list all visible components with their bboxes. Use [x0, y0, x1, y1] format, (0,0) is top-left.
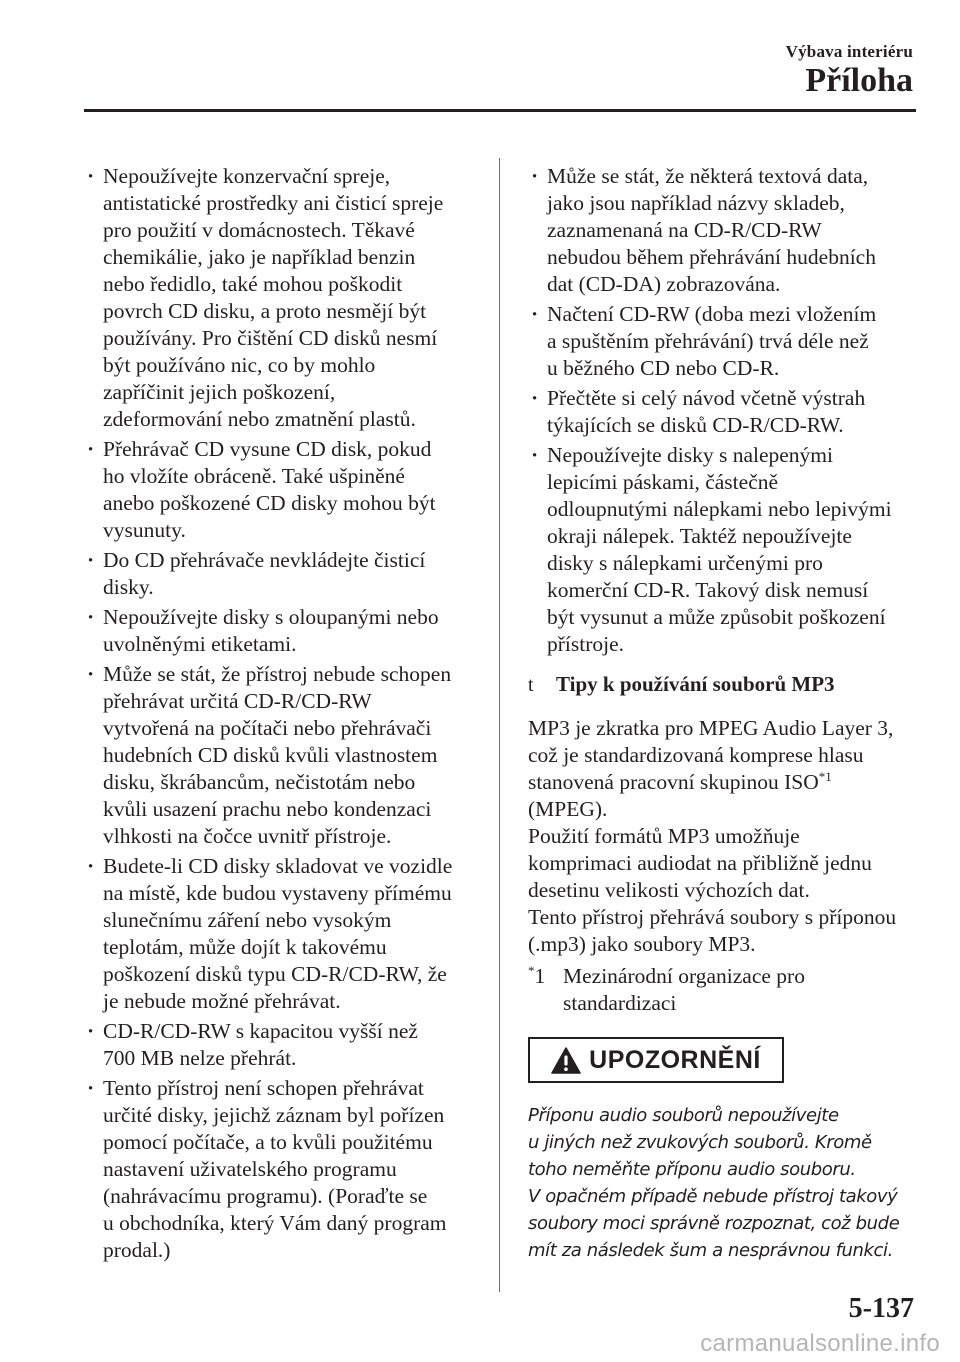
bullet-item [528, 301, 918, 382]
left-column [84, 163, 476, 1267]
bullet-line: disky. [103, 575, 154, 599]
caution-text [528, 1102, 918, 1264]
bullet-line: · Načtení CD-RW (doba mezi vložením [547, 302, 877, 326]
bullet-line: u obchodníka, který Vám daný program [103, 1211, 447, 1235]
bullet-line: · Budete-li CD disky skladovat ve vozidle [103, 854, 453, 878]
bullet-line: je nebude možné přehrávat. [103, 989, 341, 1013]
bullet-item [84, 436, 476, 544]
bullet-line: být používáno nic, co by mohlo [103, 353, 376, 377]
section-heading [528, 671, 918, 699]
bullet-line: anebo poškozené CD disky mohou být [103, 491, 436, 515]
caution-label: UPOZORNĚNÍ [589, 1045, 761, 1074]
section-heading-text: Tipy k používání souborů MP3 [556, 672, 835, 696]
bullet-line: zaznamenaná na CD-R/CD-RW [547, 218, 822, 242]
caution-line: Příponu audio souborů nepoužívejte [528, 1105, 839, 1126]
right-column [528, 163, 918, 1264]
bullet-item [528, 163, 918, 298]
bullet-line: lepicími páskami, částečně [547, 470, 779, 494]
bullet-line: ho vložíte obráceně. Také ušpiněné [103, 464, 405, 488]
bullet-line: jako jsou například názvy skladeb, [547, 191, 845, 215]
mp3-usage-paragraph [528, 823, 918, 958]
chapter-title: Příloha [805, 62, 913, 99]
bullet-line: odloupnutými nálepkami nebo lepivými [547, 497, 892, 521]
bullet-line: komerční CD-R. Takový disk nemusí [547, 578, 869, 602]
caution-line: u jiných než zvukových souborů. Kromě [528, 1132, 872, 1153]
bullet-line: nebudou během přehrávání hudebních [547, 245, 876, 269]
bullet-line: · Může se stát, že některá textová data, [547, 164, 869, 188]
bullet-line: být vysunut a může způsobit poškození [547, 605, 886, 629]
bullet-item [84, 604, 476, 658]
page-number: 5-137 [848, 1293, 914, 1324]
footnote-reference: *1 [818, 769, 832, 784]
bullet-item [84, 163, 476, 433]
section-marker: t [528, 674, 534, 696]
bullet-line: chemikálie, jako je například benzin [103, 245, 416, 269]
bullet-line: · Může se stát, že přístroj nebude schopen [103, 662, 452, 686]
bullet-line: týkajících se disků CD-R/CD-RW. [547, 413, 844, 437]
paragraph-line [528, 769, 918, 796]
bullet-item [528, 442, 918, 658]
bullet-line: okraji nálepek. Taktéž nepoužívejte [547, 524, 852, 548]
bullet-line: u běžného CD nebo CD-R. [547, 356, 780, 380]
bullet-line: 700 MB nelze přehrát. [103, 1046, 297, 1070]
bullet-line: · Přehrávač CD vysune CD disk, pokud [103, 437, 432, 461]
paragraph-line-text: stanovená pracovní skupinou ISO [528, 770, 819, 794]
bullet-line: · Do CD přehrávače nevkládejte čisticí [103, 548, 426, 572]
bullet-line: zdeformování nebo zmatnění plastů. [103, 407, 416, 431]
bullet-line: · CD-R/CD-RW s kapacitou vyšší než [103, 1019, 418, 1043]
paragraph-line: Použití formátů MP3 umožňuje [528, 824, 800, 848]
bullet-line: vytvořená na počítači nebo přehrávači [103, 716, 432, 740]
bullet-line: · Nepoužívejte disky s oloupanými nebo [103, 605, 439, 629]
bullet-line: · Přečtěte si celý návod včetně výstrah [547, 386, 866, 410]
bullet-line: pomocí počítače, a to kvůli použitému [103, 1130, 433, 1154]
bullet-line: poškození disků typu CD-R/CD-RW, že [103, 962, 447, 986]
footnote [528, 963, 918, 1017]
bullet-item [528, 385, 918, 439]
paragraph-line: komprimaci audiodat na přibližně jednu [528, 851, 872, 875]
footnote-mark [528, 963, 563, 1017]
bullet-line: uvolněnými etiketami. [103, 632, 297, 656]
paragraph-line: což je standardizovaná komprese hlasu [528, 743, 864, 767]
bullet-line: teplotám, může dojít k takovému [103, 935, 387, 959]
warning-icon [551, 1047, 581, 1074]
footnote-text [563, 963, 805, 1017]
bullet-line: a spuštěním přehrávání) trvá déle než [547, 329, 869, 353]
bullet-line: na místě, kde budou vystaveny přímému [103, 881, 452, 905]
footnote-line: Mezinárodní organizace pro [563, 964, 805, 988]
bullet-line: přehrávat určitá CD-R/CD-RW [103, 689, 372, 713]
bullet-line: · Nepoužívejte disky s nalepenými [547, 443, 833, 467]
bullet-line: disky s nálepkami určenými pro [547, 551, 823, 575]
bullet-line: nebo ředidlo, také mohou poškodit [103, 272, 403, 296]
bullet-line: hudebních CD disků kvůli vlastnostem [103, 743, 438, 767]
bullet-line: prodal.) [103, 1238, 171, 1262]
footnote-asterisk: * [528, 963, 535, 978]
chapter-subtitle: Výbava interiéru [785, 42, 913, 61]
caution-line: V opačném případě nebude přístroj takový [528, 1186, 898, 1207]
bullet-item [84, 1018, 476, 1072]
paragraph-line: (.mp3) jako soubory MP3. [528, 932, 756, 956]
footnote-line: standardizaci [563, 991, 677, 1015]
bullet-line: nastavení uživatelského programu [103, 1157, 397, 1181]
paragraph-line: Tento přístroj přehrává soubory s příponou [528, 905, 897, 929]
bullet-item [84, 1075, 476, 1264]
bullet-item [84, 661, 476, 850]
bullet-line: používány. Pro čištění CD disků nesmí [103, 326, 438, 350]
bullet-line: zapříčinit jejich poškození, [103, 380, 336, 404]
paragraph-line: MP3 je zkratka pro MPEG Audio Layer 3, [528, 716, 894, 740]
footnote-number: 1 [534, 964, 546, 988]
bullet-line: pro použití v domácnostech. Těkavé [103, 218, 415, 242]
paragraph-line: (MPEG). [528, 797, 608, 821]
column-divider [499, 158, 500, 1292]
bullet-line: určité disky, jejichž záznam byl pořízen [103, 1103, 445, 1127]
left-bullet-list [84, 163, 476, 1264]
bullet-line: slunečnímu záření nebo vysokým [103, 908, 392, 932]
bullet-line: antistatické prostředky ani čisticí spreje [103, 191, 444, 215]
header-rule [84, 109, 916, 112]
bullet-item [84, 853, 476, 1015]
bullet-line: vlhkosti na čočce uvnitř přístroje. [103, 824, 392, 848]
bullet-line: · Nepoužívejte konzervační spreje, [103, 164, 391, 188]
bullet-line: (nahrávacímu programu). (Poraďte se [103, 1184, 428, 1208]
mp3-definition-paragraph [528, 715, 918, 823]
caution-line: toho neměňte příponu audio souboru. [528, 1159, 856, 1180]
caution-line: soubory moci správně rozpoznat, což bude [528, 1213, 900, 1234]
watermark: carmanualsonline.info [700, 1330, 940, 1357]
bullet-line: · Tento přístroj není schopen přehrávat [103, 1076, 424, 1100]
bullet-line: dat (CD-DA) zobrazována. [547, 272, 781, 296]
paragraph-line: desetinu velikosti výchozích dat. [528, 878, 810, 902]
caution-box [528, 1037, 784, 1083]
caution-line: mít za následek šum a nesprávnou funkci. [528, 1240, 893, 1261]
bullet-line: povrch CD disku, a proto nesmějí být [103, 299, 427, 323]
bullet-line: disku, škrábancům, nečistotám nebo [103, 770, 416, 794]
bullet-line: přístroje. [547, 632, 625, 656]
bullet-line: kvůli usazení prachu nebo kondenzaci [103, 797, 432, 821]
right-bullet-list [528, 163, 918, 658]
bullet-item [84, 547, 476, 601]
bullet-line: vysunuty. [103, 518, 186, 542]
